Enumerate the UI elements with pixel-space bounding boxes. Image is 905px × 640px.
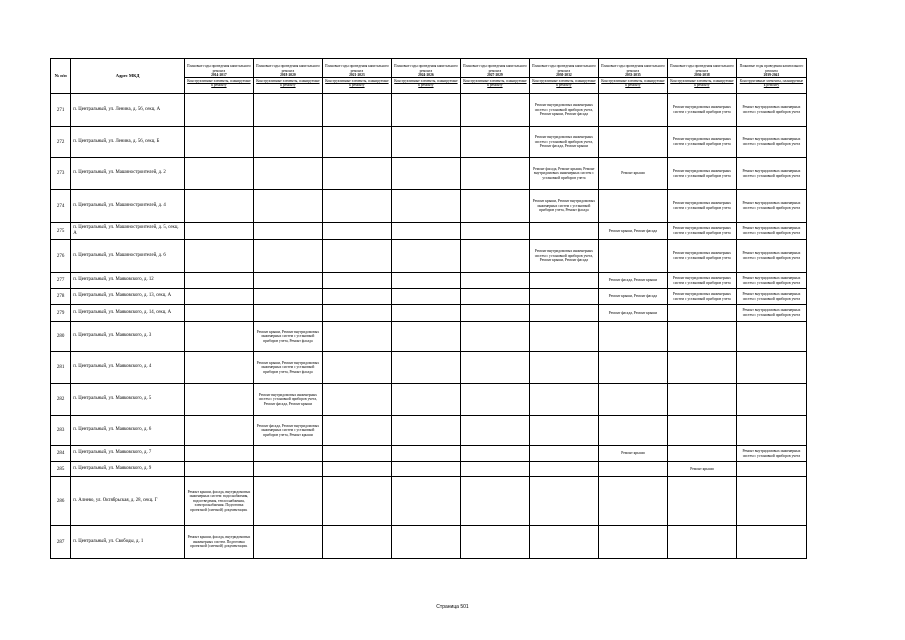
repair-works-cell — [322, 322, 391, 352]
repair-works-cell — [460, 289, 529, 305]
repair-works-cell — [184, 462, 253, 477]
repair-works-cell — [460, 462, 529, 477]
repair-works-cell: Ремонт внутридомовых инженерных систем с установкой приборов учета, Ремонт фасада, Ремонт крыши — [253, 384, 322, 416]
repair-works-cell — [460, 352, 529, 384]
period-elements-caption: Конструктивные элементы, планируемые к ремонту — [739, 79, 804, 88]
repair-works-cell: Ремонт внутридомовых инженерных систем с установкой приборов учета — [667, 240, 736, 273]
period-caption: Плановые годы проведения капитального ремонта — [187, 64, 251, 73]
repair-works-cell — [598, 416, 667, 446]
period-caption: Плановые годы проведения капитального ремонта — [463, 64, 527, 73]
repair-works-cell — [391, 190, 460, 223]
repair-works-cell: Ремонт внутридомовых инженерных систем с установкой приборов учета — [736, 446, 806, 462]
repair-works-cell — [598, 322, 667, 352]
repair-works-cell: Ремонт крыши, фасада, внутридомовых инженерных систем: водоснабжения, водоотведения, теплоснабжения, электроснабжения. Подготовка проектной (сметной) документации. — [184, 477, 253, 526]
repair-works-cell — [736, 526, 806, 559]
table-row — [51, 223, 807, 240]
repair-works-cell — [322, 446, 391, 462]
period-years: 2027-2029 — [461, 73, 529, 78]
repair-works-cell — [529, 223, 598, 240]
repair-works-cell — [184, 352, 253, 384]
repair-works-cell: Ремонт крыши, Ремонт внутридомовых инженерных систем с установкой приборов учета, Ремонт фасада — [253, 322, 322, 352]
repair-works-cell — [391, 158, 460, 190]
row-address: п. Центральный, ул. Маяковского, д. 9 — [71, 462, 185, 477]
row-number: 287 — [51, 526, 71, 559]
repair-works-cell — [253, 94, 322, 127]
period-elements-caption: Конструктивные элементы, планируемые к ремонту — [601, 79, 665, 88]
repair-works-cell — [667, 446, 736, 462]
row-number: 277 — [51, 273, 71, 289]
repair-works-cell — [322, 526, 391, 559]
period-elements-caption: Конструктивные элементы, планируемые к ремонту — [670, 79, 734, 88]
repair-works-cell: Ремонт внутридомовых инженерных систем с установкой приборов учета — [736, 158, 806, 190]
repair-works-cell — [253, 127, 322, 158]
repair-works-cell — [322, 416, 391, 446]
table-row — [51, 352, 807, 384]
table-row — [51, 384, 807, 416]
row-number: 271 — [51, 94, 71, 127]
period-elements-caption: Конструктивные элементы, планируемые к ремонту — [325, 79, 389, 88]
repair-works-cell — [598, 462, 667, 477]
repair-works-cell — [253, 273, 322, 289]
repair-works-cell — [460, 240, 529, 273]
repair-works-cell: Ремонт внутридомовых инженерных систем с установкой приборов учета — [667, 127, 736, 158]
repair-works-cell — [184, 305, 253, 322]
repair-works-cell — [322, 289, 391, 305]
row-address: п. Центральный, ул. Маяковского, д. 6 — [71, 416, 185, 446]
repair-works-cell — [184, 273, 253, 289]
repair-works-cell — [322, 462, 391, 477]
repair-works-cell: Ремонт внутридомовых инженерных систем с установкой приборов учета — [736, 289, 806, 305]
period-years: 2018-2020 — [254, 73, 322, 78]
table-row — [51, 273, 807, 289]
repair-works-cell — [460, 190, 529, 223]
repair-works-cell — [667, 477, 736, 526]
col-header-period — [598, 59, 667, 94]
row-number: 280 — [51, 322, 71, 352]
row-number: 279 — [51, 305, 71, 322]
repair-works-cell — [184, 94, 253, 127]
repair-works-cell: Ремонт крыши, фасада, внутридомовых инженерных систем. Подготовка проектной (сметной) документации. — [184, 526, 253, 559]
repair-works-cell: Ремонт крыши, Ремонт внутридомовых инженерных систем с установкой приборов учета, Ремонт фасада — [253, 352, 322, 384]
row-address: п. Центральный, ул. Маяковского, д. 13, секц. А — [71, 289, 185, 305]
row-address: п. Центральный, ул. Маяковского, д. 7 — [71, 446, 185, 462]
repair-works-cell — [598, 94, 667, 127]
col-header-period — [460, 59, 529, 94]
repair-works-cell: Ремонт внутридомовых инженерных систем с установкой приборов учета — [736, 94, 806, 127]
col-header-period — [667, 59, 736, 94]
repair-works-cell: Ремонт крыши, Ремонт внутридомовых инженерных систем с установкой приборов учета, Ремонт фасада — [529, 190, 598, 223]
period-elements-caption: Конструктивные элементы, планируемые к ремонту — [532, 79, 596, 88]
period-years: 2014-2017 — [185, 73, 253, 78]
repair-works-cell — [598, 384, 667, 416]
repair-works-cell: Ремонт внутридомовых инженерных систем с установкой приборов учета — [736, 127, 806, 158]
repair-works-cell: Ремонт внутридомовых инженерных систем с установкой приборов учета — [667, 223, 736, 240]
repair-works-cell: Ремонт внутридомовых инженерных систем с установкой приборов учета, Ремонт крыши, Ремонт фасада — [529, 240, 598, 273]
repair-works-cell — [667, 305, 736, 322]
repair-works-cell — [184, 190, 253, 223]
repair-works-cell — [253, 158, 322, 190]
repair-works-cell — [460, 384, 529, 416]
repair-works-cell: Ремонт крыши, Ремонт фасада — [598, 223, 667, 240]
repair-works-cell: Ремонт внутридомовых инженерных систем с установкой приборов учета, Ремонт фасада, Ремонт крыши — [529, 127, 598, 158]
repair-works-cell — [253, 190, 322, 223]
row-address: п. Центральный, ул. Свободы, д. 1 — [71, 526, 185, 559]
repair-works-cell — [598, 526, 667, 559]
repair-works-cell: Ремонт внутридомовых инженерных систем с установкой приборов учета — [667, 273, 736, 289]
period-caption: Плановые годы проведения капитального ремонта — [601, 64, 665, 73]
period-elements-caption: Конструктивные элементы, планируемые к ремонту — [256, 79, 320, 88]
col-header-number: № п/п — [51, 59, 71, 94]
col-header-period — [322, 59, 391, 94]
row-number: 272 — [51, 127, 71, 158]
row-number: 273 — [51, 158, 71, 190]
table-row — [51, 322, 807, 352]
repair-works-cell — [184, 158, 253, 190]
repair-works-cell — [322, 158, 391, 190]
row-number: 274 — [51, 190, 71, 223]
repair-schedule-table — [50, 58, 807, 559]
repair-works-cell — [322, 127, 391, 158]
row-number: 276 — [51, 240, 71, 273]
repair-works-cell — [391, 289, 460, 305]
repair-works-cell — [529, 352, 598, 384]
table-header-row — [51, 59, 807, 94]
table-row — [51, 158, 807, 190]
repair-works-cell — [529, 322, 598, 352]
repair-works-cell — [391, 416, 460, 446]
row-address: п. Центральный, ул. Машиностроителей, д. 2 — [71, 158, 185, 190]
repair-works-cell — [529, 305, 598, 322]
row-number: 275 — [51, 223, 71, 240]
repair-works-cell: Ремонт внутридомовых инженерных систем с установкой приборов учета — [667, 158, 736, 190]
row-address: п. Алнево, ул. Октябрьская, д. 28, секц. Г — [71, 477, 185, 526]
repair-works-cell — [598, 240, 667, 273]
repair-works-cell — [391, 462, 460, 477]
period-caption: Плановые годы проведения капитального ремонта — [256, 64, 320, 73]
repair-works-cell — [253, 305, 322, 322]
table-row — [51, 416, 807, 446]
repair-works-cell: Ремонт крыши, Ремонт фасада — [598, 289, 667, 305]
repair-works-cell: Ремонт внутридомовых инженерных систем с установкой приборов учета — [667, 289, 736, 305]
repair-works-cell — [253, 526, 322, 559]
repair-works-cell — [598, 352, 667, 384]
repair-works-cell — [391, 352, 460, 384]
row-address: п. Центральный, ул. Маяковского, д. 12 — [71, 273, 185, 289]
row-address: п. Центральный, ул. Маяковского, д. 3 — [71, 322, 185, 352]
repair-works-cell — [253, 477, 322, 526]
row-address: п. Центральный, ул. Машиностроителей, д. 4 — [71, 190, 185, 223]
repair-works-cell — [322, 240, 391, 273]
row-address: п. Центральный, ул. Машиностроителей, д. 6 — [71, 240, 185, 273]
repair-works-cell: Ремонт внутридомовых инженерных систем с установкой приборов учета — [736, 273, 806, 289]
table-row — [51, 240, 807, 273]
repair-works-cell: Ремонт крыши — [667, 462, 736, 477]
repair-works-cell — [598, 190, 667, 223]
period-elements-caption: Конструктивные элементы, планируемые к ремонту — [394, 79, 458, 88]
row-number: 282 — [51, 384, 71, 416]
page-number: Страница 501 — [436, 604, 469, 610]
repair-works-cell — [667, 322, 736, 352]
repair-works-cell — [736, 352, 806, 384]
repair-works-cell — [322, 384, 391, 416]
repair-works-cell: Ремонт фасада, Ремонт крыши, Ремонт внутридомовых инженерных систем с установкой приборов учета — [529, 158, 598, 190]
repair-works-cell — [460, 94, 529, 127]
table-row — [51, 289, 807, 305]
col-header-address: Адрес МКД — [71, 59, 185, 94]
period-years: 2039-2041 — [737, 73, 806, 78]
repair-works-cell: Ремонт внутридомовых инженерных систем с установкой приборов учета — [667, 190, 736, 223]
repair-works-cell — [460, 158, 529, 190]
repair-works-cell — [391, 223, 460, 240]
repair-works-cell — [184, 127, 253, 158]
repair-works-cell — [391, 477, 460, 526]
repair-works-cell — [736, 477, 806, 526]
repair-works-cell — [460, 305, 529, 322]
repair-works-cell — [391, 273, 460, 289]
repair-works-cell: Ремонт фасада, Ремонт крыши — [598, 273, 667, 289]
repair-works-cell — [667, 416, 736, 446]
repair-works-cell: Ремонт внутридомовых инженерных систем с установкой приборов учета — [736, 305, 806, 322]
col-header-period — [529, 59, 598, 94]
repair-works-cell: Ремонт крыши — [598, 158, 667, 190]
period-years: 2024-2026 — [392, 73, 460, 78]
table-row — [51, 446, 807, 462]
period-years: 2030-2032 — [530, 73, 598, 78]
col-header-period — [391, 59, 460, 94]
table-row — [51, 127, 807, 158]
repair-works-cell — [184, 240, 253, 273]
period-caption: Плановые годы проведения капитального ремонта — [670, 64, 734, 73]
repair-works-cell: Ремонт фасада, Ремонт крыши — [598, 305, 667, 322]
repair-works-cell — [667, 384, 736, 416]
repair-works-cell — [460, 127, 529, 158]
repair-works-cell — [184, 384, 253, 416]
row-number: 278 — [51, 289, 71, 305]
repair-works-cell — [391, 526, 460, 559]
repair-works-cell — [184, 223, 253, 240]
repair-works-cell — [667, 352, 736, 384]
repair-works-cell — [391, 446, 460, 462]
repair-works-cell — [184, 446, 253, 462]
period-caption: Плановые годы проведения капитального ремонта — [739, 64, 804, 73]
repair-works-cell — [253, 446, 322, 462]
repair-works-cell — [529, 416, 598, 446]
repair-works-cell — [322, 305, 391, 322]
repair-works-cell: Ремонт внутридомовых инженерных систем с установкой приборов учета — [736, 240, 806, 273]
repair-works-cell — [322, 352, 391, 384]
repair-works-cell — [460, 416, 529, 446]
col-header-period — [736, 59, 806, 94]
repair-works-cell — [529, 289, 598, 305]
period-years: 2036-2038 — [668, 73, 736, 78]
repair-works-cell — [736, 462, 806, 477]
repair-works-cell — [391, 322, 460, 352]
period-elements-caption: Конструктивные элементы, планируемые к ремонту — [187, 79, 251, 88]
repair-works-cell — [391, 384, 460, 416]
row-address: п. Центральный, ул. Ленина, д. 56, секц. Б — [71, 127, 185, 158]
repair-works-cell — [460, 322, 529, 352]
table-row — [51, 526, 807, 559]
repair-works-cell — [391, 94, 460, 127]
repair-works-cell — [529, 526, 598, 559]
repair-works-cell — [391, 127, 460, 158]
table-row — [51, 462, 807, 477]
table-row — [51, 305, 807, 322]
row-number: 284 — [51, 446, 71, 462]
repair-works-cell — [529, 446, 598, 462]
row-address: п. Центральный, ул. Ленина, д. 56, секц. А — [71, 94, 185, 127]
table-row — [51, 477, 807, 526]
repair-works-cell — [529, 477, 598, 526]
repair-works-cell — [667, 526, 736, 559]
repair-works-cell — [736, 384, 806, 416]
row-number: 285 — [51, 462, 71, 477]
repair-works-cell — [460, 446, 529, 462]
row-number: 286 — [51, 477, 71, 526]
repair-works-cell — [460, 477, 529, 526]
period-caption: Плановые годы проведения капитального ремонта — [394, 64, 458, 73]
repair-works-cell — [460, 273, 529, 289]
period-years: 2021-2023 — [323, 73, 391, 78]
repair-works-cell — [253, 240, 322, 273]
period-caption: Плановые годы проведения капитального ремонта — [325, 64, 389, 73]
repair-works-cell — [184, 289, 253, 305]
row-number: 283 — [51, 416, 71, 446]
repair-works-cell: Ремонт внутридомовых инженерных систем с установкой приборов учета — [736, 190, 806, 223]
period-elements-caption: Конструктивные элементы, планируемые к ремонту — [463, 79, 527, 88]
repair-works-cell — [529, 384, 598, 416]
repair-works-cell: Ремонт внутридомовых инженерных систем с установкой приборов учета — [736, 223, 806, 240]
repair-works-cell — [529, 462, 598, 477]
repair-works-cell — [184, 416, 253, 446]
repair-works-cell: Ремонт внутридомовых инженерных систем с установкой приборов учета, Ремонт крыши, Ремонт фасада — [529, 94, 598, 127]
repair-works-cell — [391, 240, 460, 273]
repair-works-cell — [391, 305, 460, 322]
table-row — [51, 190, 807, 223]
row-address: п. Центральный, ул. Маяковского, д. 4 — [71, 352, 185, 384]
repair-works-cell — [598, 127, 667, 158]
row-address: п. Центральный, ул. Машиностроителей, д. 5, секц. А — [71, 223, 185, 240]
repair-works-cell — [322, 223, 391, 240]
repair-works-cell — [322, 273, 391, 289]
row-address: п. Центральный, ул. Маяковского, д. 5 — [71, 384, 185, 416]
repair-works-cell — [736, 416, 806, 446]
repair-works-cell — [529, 273, 598, 289]
col-header-period — [253, 59, 322, 94]
repair-works-cell — [322, 94, 391, 127]
repair-works-cell — [253, 462, 322, 477]
repair-works-cell: Ремонт фасада, Ремонт внутридомовых инженерных систем с установкой приборов учета, Ремонт крыши — [253, 416, 322, 446]
period-caption: Плановые годы проведения капитального ремонта — [532, 64, 596, 73]
repair-works-cell — [322, 477, 391, 526]
row-number: 281 — [51, 352, 71, 384]
col-header-period — [184, 59, 253, 94]
repair-works-cell — [253, 289, 322, 305]
repair-works-cell — [253, 223, 322, 240]
repair-works-cell — [460, 223, 529, 240]
table-row — [51, 94, 807, 127]
repair-works-cell — [322, 190, 391, 223]
repair-works-cell — [598, 477, 667, 526]
repair-works-cell — [184, 322, 253, 352]
repair-works-cell — [736, 322, 806, 352]
repair-works-cell: Ремонт крыши — [598, 446, 667, 462]
period-years: 2033-2035 — [599, 73, 667, 78]
row-address: п. Центральный, ул. Маяковского, д. 14, секц. А — [71, 305, 185, 322]
repair-works-cell: Ремонт внутридомовых инженерных систем с установкой приборов учета — [667, 94, 736, 127]
repair-works-cell — [460, 526, 529, 559]
